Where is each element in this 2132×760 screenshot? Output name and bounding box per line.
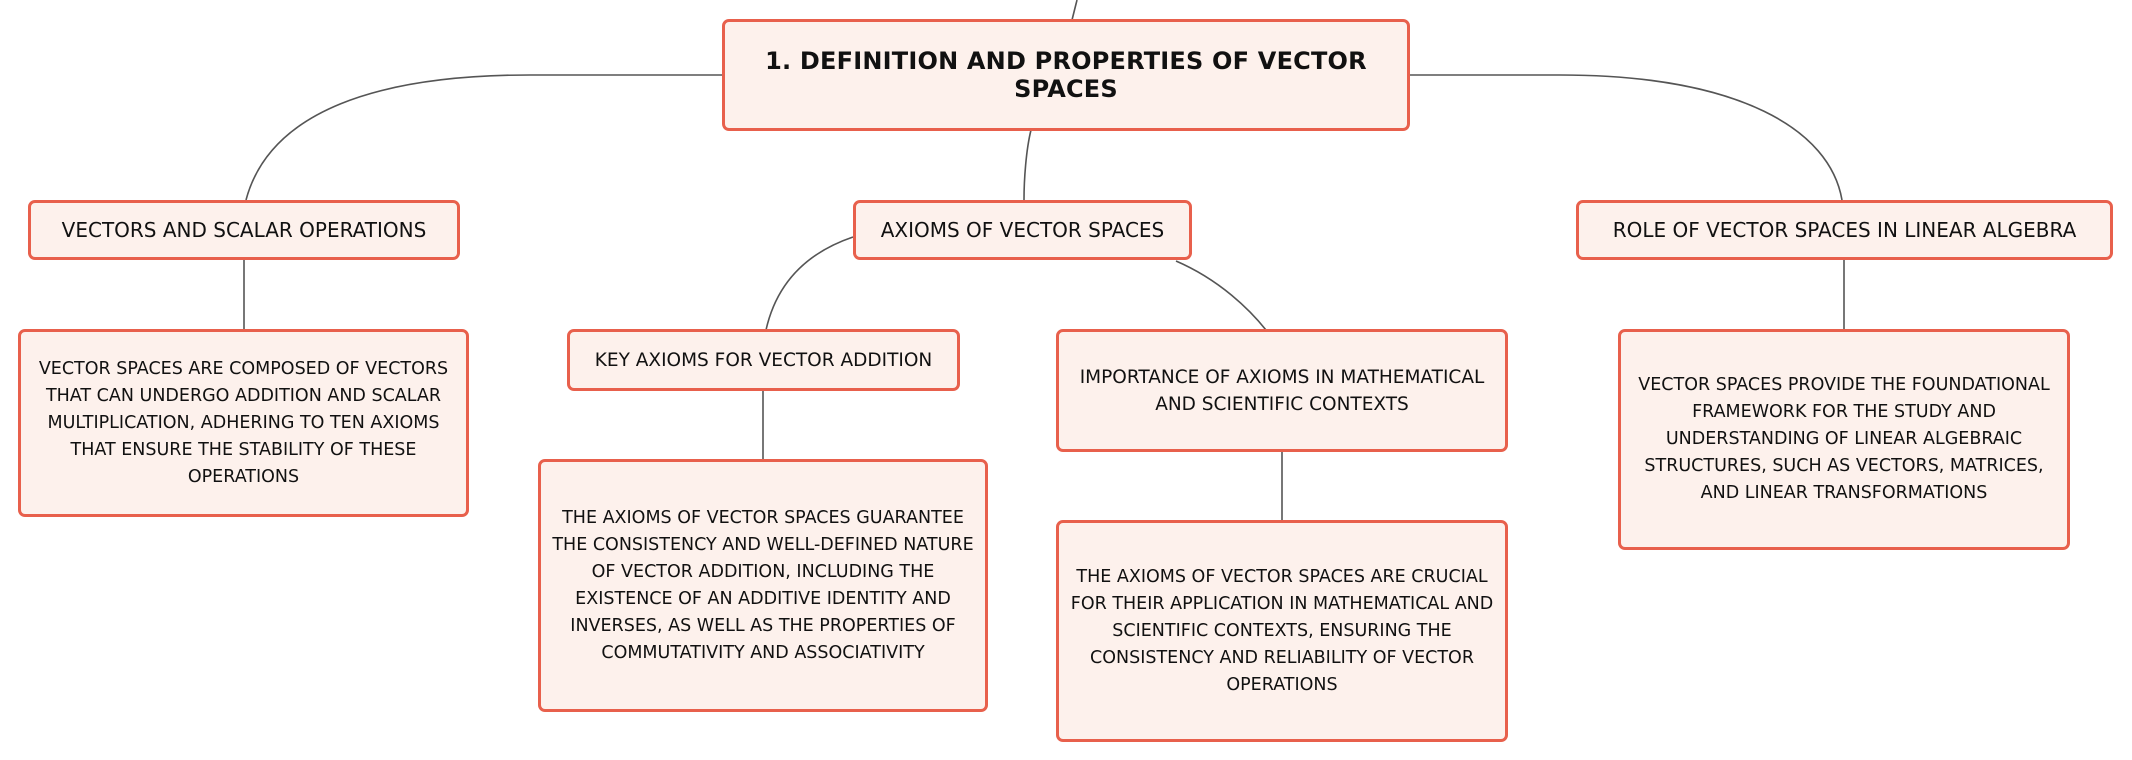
root-node[interactable] xyxy=(722,19,1410,131)
description-node-vectors-scalar[interactable] xyxy=(18,329,469,517)
connector-axioms-to-key-axioms xyxy=(766,237,853,330)
connector-root-to-vectors-topic xyxy=(246,75,724,200)
connector-axioms-to-importance xyxy=(1176,261,1266,330)
description-node-key-axioms[interactable] xyxy=(538,459,988,712)
description-text: THE AXIOMS OF VECTOR SPACES GUARANTEE THE CONSISTENCY AND WELL-DEFINED NATURE OF VECTOR ADDITION, INCLUDING THE EXISTENCE OF AN ADDITIVE IDENTITY AND INVERSES, AS WELL AS THE PROPERTIES OF COMMUTATIVITY AND ASSOCIATIVITY xyxy=(552,507,974,663)
description-text: THE AXIOMS OF VECTOR SPACES ARE CRUCIAL FOR THEIR APPLICATION IN MATHEMATICAL AND SCIENTIFIC CONTEXTS, ENSURING THE CONSISTENCY AND RELIABILITY OF VECTOR OPERATIONS xyxy=(1070,566,1494,695)
description-node-importance-of-axioms[interactable] xyxy=(1056,520,1508,742)
description-node-role-linear-algebra[interactable] xyxy=(1618,329,2070,550)
root-node-label: 1. DEFINITION AND PROPERTIES OF VECTOR SPACES xyxy=(765,47,1367,103)
topic-node-role-linear-algebra[interactable] xyxy=(1576,200,2113,260)
description-text: VECTOR SPACES ARE COMPOSED OF VECTORS THAT CAN UNDERGO ADDITION AND SCALAR MULTIPLICATION, ADHERING TO TEN AXIOMS THAT ENSURE THE STABILITY OF THESE OPERATIONS xyxy=(38,358,449,487)
subtopic-node-key-axioms[interactable] xyxy=(567,329,960,391)
topic-node-vectors-scalar[interactable] xyxy=(28,200,460,260)
topic-node-label: ROLE OF VECTOR SPACES IN LINEAR ALGEBRA xyxy=(1612,218,2077,242)
connector-root-to-axioms-topic xyxy=(1024,130,1031,200)
subtopic-node-importance-of-axioms[interactable] xyxy=(1056,329,1508,452)
topic-node-label: VECTORS AND SCALAR OPERATIONS xyxy=(61,218,427,242)
connector-root-to-role-topic xyxy=(1410,75,1842,200)
topic-node-axioms[interactable] xyxy=(853,200,1192,260)
subtopic-node-label: IMPORTANCE OF AXIOMS IN MATHEMATICAL AND SCIENTIFIC CONTEXTS xyxy=(1079,366,1485,415)
subtopic-node-label: KEY AXIOMS FOR VECTOR ADDITION xyxy=(594,349,933,371)
connector-parent-to-root xyxy=(1072,0,1077,20)
description-text: VECTOR SPACES PROVIDE THE FOUNDATIONAL FRAMEWORK FOR THE STUDY AND UNDERSTANDING OF LINEAR ALGEBRAIC STRUCTURES, SUCH AS VECTORS, MATRICES, AND LINEAR TRANSFORMATIONS xyxy=(1638,375,2050,503)
topic-node-label: AXIOMS OF VECTOR SPACES xyxy=(880,218,1165,242)
